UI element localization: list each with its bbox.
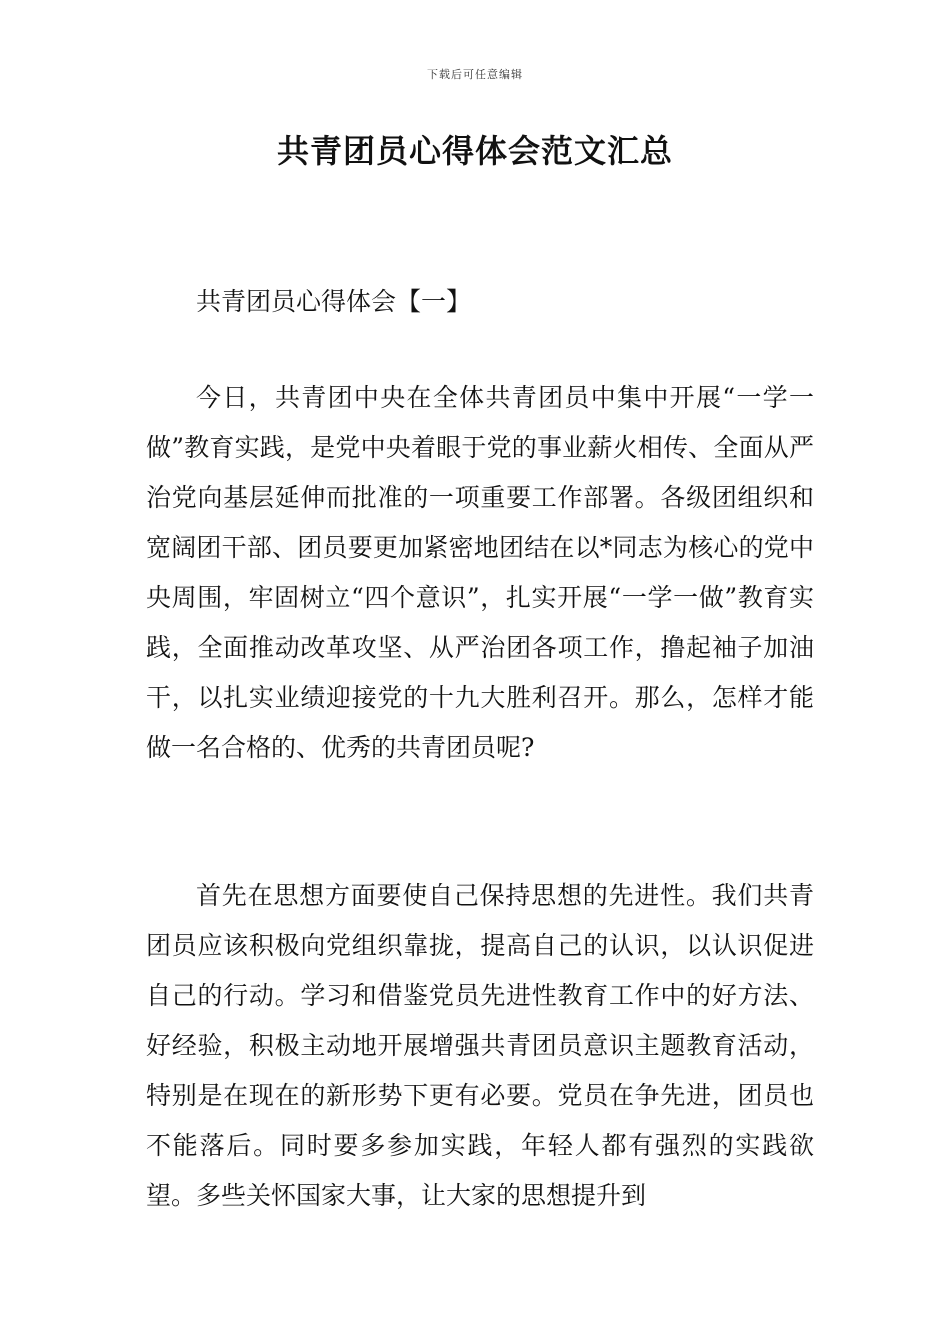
page-header-note: 下载后可任意编辑 (427, 68, 523, 81)
section-heading: 共青团员心得体会【一】 (196, 287, 472, 316)
document-title: 共青团员心得体会范文汇总 (276, 132, 673, 170)
body-paragraph-1: 今日，共青团中央在全体共青团员中集中开展“一学一做”教育实践，是党中央着眼于党的事业薪火相传、全面从严治党向基层延伸而批准的一项重要工作部署。各级团组织和宽阔团干部、团员要更加紧密地团结在以*同志为核心的党中央周围，牢固树立“四个意识”，扎实开展“一学一做”教育实践，全面推动改革攻坚、从严治团各项工作，撸起袖子加油干，以扎实业绩迎接党的十九大胜利召开。那么，怎样才能做一名合格的、优秀的共青团员呢? (146, 383, 814, 762)
body-paragraph-2: 首先在思想方面要使自己保持思想的先进性。我们共青团员应该积极向党组织靠拢，提高自己的认识，以认识促进自己的行动。学习和借鉴党员先进性教育工作中的好方法、好经验，积极主动地开展增强共青团员意识主题教育活动，特别是在现在的新形势下更有必要。党员在争先进，团员也不能落后。同时要多参加实践，年轻人都有强烈的实践欲望。多些关怀国家大事，让大家的思想提升到 (146, 881, 814, 1210)
